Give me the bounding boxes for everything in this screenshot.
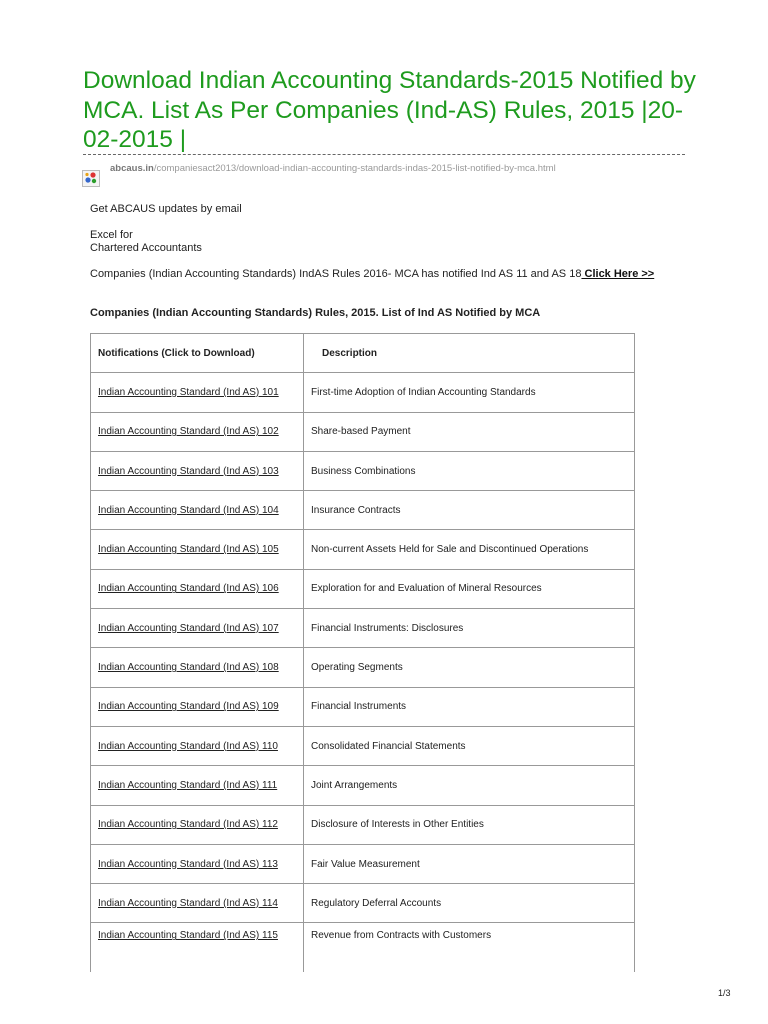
description-cell: Revenue from Contracts with Customers xyxy=(304,923,635,973)
title-divider xyxy=(83,154,685,155)
table-row xyxy=(91,923,635,973)
updates-text: Get ABCAUS updates by email xyxy=(90,203,242,215)
download-link[interactable]: Indian Accounting Standard (Ind AS) 104 xyxy=(98,504,279,516)
description-cell: Non-current Assets Held for Sale and Discontinued Operations xyxy=(304,530,635,569)
table-row xyxy=(91,726,635,765)
download-link[interactable]: Indian Accounting Standard (Ind AS) 110 xyxy=(98,740,278,752)
description-cell: Joint Arrangements xyxy=(304,766,635,805)
notification-cell xyxy=(91,491,304,530)
description-cell: Fair Value Measurement xyxy=(304,844,635,883)
download-link[interactable]: Indian Accounting Standard (Ind AS) 101 xyxy=(98,386,279,398)
notification-cell xyxy=(91,412,304,451)
notification-cell xyxy=(91,451,304,490)
section-heading: Companies (Indian Accounting Standards) Rules, 2015. List of Ind AS Notified by MCA xyxy=(90,307,541,319)
download-link[interactable]: Indian Accounting Standard (Ind AS) 102 xyxy=(98,426,279,438)
description-cell: Financial Instruments: Disclosures xyxy=(304,609,635,648)
description-cell: Disclosure of Interests in Other Entities xyxy=(304,805,635,844)
download-link[interactable]: Indian Accounting Standard (Ind AS) 108 xyxy=(98,662,279,674)
table-row xyxy=(91,491,635,530)
notification-cell xyxy=(91,844,304,883)
download-link[interactable]: Indian Accounting Standard (Ind AS) 111 xyxy=(98,779,278,791)
table-row xyxy=(91,530,635,569)
download-link[interactable]: Indian Accounting Standard (Ind AS) 115 xyxy=(98,930,278,942)
notification-cell xyxy=(91,609,304,648)
notification-cell xyxy=(91,569,304,608)
download-link[interactable]: Indian Accounting Standard (Ind AS) 109 xyxy=(98,701,279,713)
excel-line-1: Excel for xyxy=(90,229,133,241)
notification-cell xyxy=(91,687,304,726)
excel-line-2: Chartered Accountants xyxy=(90,242,202,254)
header-notifications: Notifications (Click to Download) xyxy=(91,334,304,373)
description-cell: Consolidated Financial Statements xyxy=(304,726,635,765)
notification-cell xyxy=(91,805,304,844)
table-row xyxy=(91,648,635,687)
table-row xyxy=(91,884,635,923)
table-row xyxy=(91,373,635,412)
description-cell: Insurance Contracts xyxy=(304,491,635,530)
description-cell: Exploration for and Evaluation of Mineral Resources xyxy=(304,569,635,608)
ind-as-table xyxy=(90,333,635,972)
page-title: Download Indian Accounting Standards-2015 Notified by MCA. List As Per Companies (Ind-AS) Rules, 2015 |20-02-2015 | xyxy=(83,67,696,153)
table-row xyxy=(91,412,635,451)
download-link[interactable]: Indian Accounting Standard (Ind AS) 105 xyxy=(98,544,279,556)
notification-cell xyxy=(91,648,304,687)
notification-cell xyxy=(91,884,304,923)
header-description: Description xyxy=(304,334,635,373)
notification-cell xyxy=(91,373,304,412)
table-header-row xyxy=(91,334,635,373)
page-number: 1/3 xyxy=(718,988,731,998)
description-cell: First-time Adoption of Indian Accounting Standards xyxy=(304,373,635,412)
download-link[interactable]: Indian Accounting Standard (Ind AS) 112 xyxy=(98,819,278,831)
description-cell: Business Combinations xyxy=(304,451,635,490)
table-row xyxy=(91,609,635,648)
notice-text: Companies (Indian Accounting Standards) IndAS Rules 2016- MCA has notified Ind AS 11 and AS 18 xyxy=(90,268,582,280)
notification-cell xyxy=(91,726,304,765)
download-link[interactable]: Indian Accounting Standard (Ind AS) 113 xyxy=(98,858,278,870)
description-cell: Regulatory Deferral Accounts xyxy=(304,884,635,923)
download-link[interactable]: Indian Accounting Standard (Ind AS) 103 xyxy=(98,465,279,477)
table-row xyxy=(91,766,635,805)
source-url[interactable] xyxy=(110,163,556,174)
source-path: /companiesact2013/download-indian-accounting-standards-indas-2015-list-notified-by-mca.html xyxy=(153,163,556,174)
notification-cell xyxy=(91,766,304,805)
notice-paragraph xyxy=(90,268,670,281)
download-link[interactable]: Indian Accounting Standard (Ind AS) 114 xyxy=(98,897,278,909)
download-link[interactable]: Indian Accounting Standard (Ind AS) 107 xyxy=(98,622,279,634)
description-cell: Operating Segments xyxy=(304,648,635,687)
description-cell: Financial Instruments xyxy=(304,687,635,726)
description-cell: Share-based Payment xyxy=(304,412,635,451)
table-row xyxy=(91,844,635,883)
table-row xyxy=(91,569,635,608)
source-domain: abcaus.in xyxy=(110,163,154,174)
table-row xyxy=(91,805,635,844)
table-row xyxy=(91,687,635,726)
notification-cell xyxy=(91,530,304,569)
table-row xyxy=(91,451,635,490)
download-link[interactable]: Indian Accounting Standard (Ind AS) 106 xyxy=(98,583,279,595)
notification-cell xyxy=(91,923,304,973)
click-here-link[interactable]: Click Here >> xyxy=(581,268,655,280)
site-favicon-icon xyxy=(82,170,100,187)
